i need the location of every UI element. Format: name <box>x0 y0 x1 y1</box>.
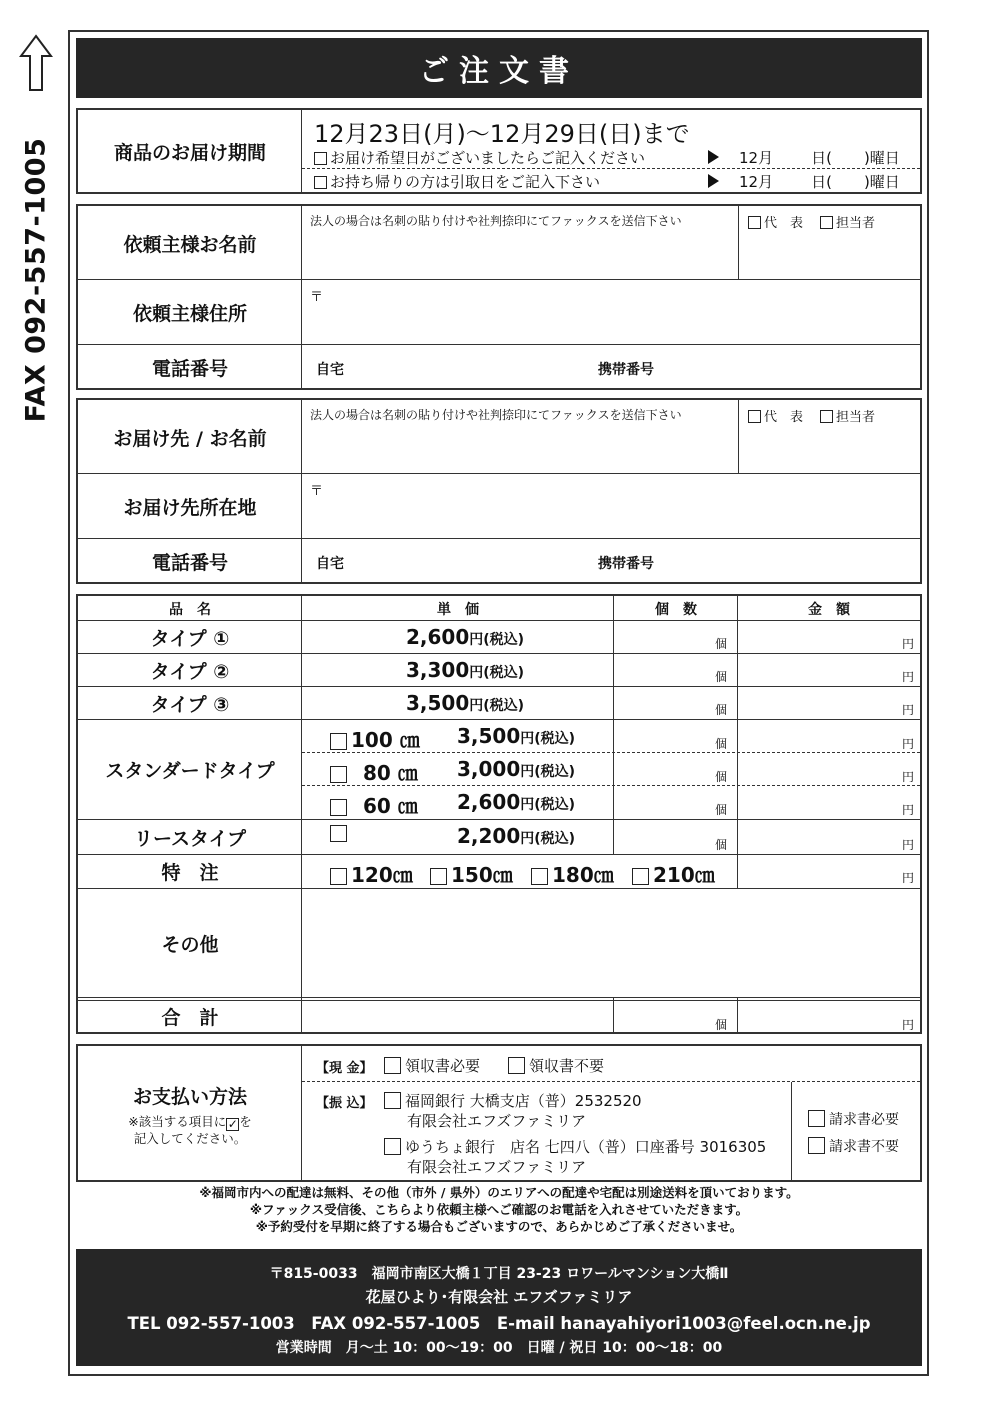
checkbox[interactable] <box>531 868 548 885</box>
checkbox[interactable] <box>314 152 327 165</box>
invoice-need-option[interactable]: 請求書必要 <box>808 1109 899 1129</box>
amount-type-2[interactable]: 円 <box>902 670 915 684</box>
pickup-date-option[interactable]: お持ち帰りの方は引取日をご記入下さい <box>314 171 600 192</box>
side-fax-strip <box>0 30 70 423</box>
lease-option[interactable] <box>330 824 351 843</box>
header-unit-price: 単 価 <box>437 602 479 618</box>
payment-section <box>76 1044 922 1182</box>
total-amount[interactable]: 円 <box>902 1018 915 1032</box>
cash-label: 【現 金】 <box>316 1061 373 1076</box>
checkbox[interactable] <box>430 868 447 885</box>
arrow-right-icon <box>708 174 719 188</box>
special-size-120[interactable]: 120㎝ <box>330 859 413 888</box>
recipient-home-phone[interactable]: 自宅 <box>316 556 344 572</box>
receipt-no-option[interactable]: 領収書不要 <box>508 1055 604 1076</box>
recipient-address-label: お届け先所在地 <box>123 496 257 519</box>
header-item-name: 品 名 <box>169 602 211 618</box>
delivery-date-field[interactable]: 12月 日( )曜日 <box>708 147 900 168</box>
recipient-phone-label: 電話番号 <box>151 551 228 574</box>
checkbox[interactable] <box>508 1057 525 1074</box>
checkbox[interactable] <box>384 1057 401 1074</box>
notes <box>76 1184 922 1235</box>
header-amount: 金 額 <box>808 602 850 618</box>
price-type-3: 3,500円(税込) <box>406 691 525 715</box>
footer-contact: TEL 092-557-1003 FAX 092-557-1005 E-mail hanayahiyori1003@feel.ocn.ne.jp <box>127 1314 871 1333</box>
requester-phone-label: 電話番号 <box>151 357 228 380</box>
footer <box>76 1249 922 1366</box>
qty-standard-60[interactable]: 個 <box>715 803 728 817</box>
check-icon: ✓ <box>227 1117 238 1131</box>
item-other: その他 <box>161 934 219 956</box>
recipient-rep-option[interactable]: 代 表 <box>748 406 803 425</box>
requester-section <box>76 204 922 390</box>
checkbox[interactable] <box>820 216 833 229</box>
amount-lease[interactable]: 円 <box>902 838 915 852</box>
qty-lease[interactable]: 個 <box>715 838 728 852</box>
item-type-1: タイプ ① <box>150 627 230 650</box>
arrow-right-icon <box>708 150 719 164</box>
amount-standard-60[interactable]: 円 <box>902 803 915 817</box>
recipient-person-option[interactable]: 担当者 <box>820 406 875 425</box>
checkbox[interactable] <box>748 216 761 229</box>
header-quantity: 個 数 <box>655 602 697 618</box>
special-size-150[interactable]: 150㎝ <box>430 859 513 888</box>
price-standard-60: 2,600円(税込) <box>457 790 576 814</box>
side-fax-number: FAX 092-557-1005 <box>20 137 52 423</box>
recipient-section <box>76 398 922 584</box>
standard-option-80[interactable]: 80 ㎝ <box>330 757 418 786</box>
payment-note-1: ※該当する項目に✓を <box>128 1114 252 1131</box>
requester-name-label: 依頼主様お名前 <box>123 233 257 256</box>
bank-option-2[interactable]: ゆうちょ銀行 店名 七四八（普）口座番号 3016305 <box>384 1136 766 1157</box>
checkbox[interactable] <box>314 176 327 189</box>
note-3: ※予約受付を早期に終了する場合もございますので、あらかじめご了承くださいませ。 <box>255 1219 743 1234</box>
item-type-3: タイプ ③ <box>150 693 230 716</box>
special-size-210[interactable]: 210㎝ <box>632 859 715 888</box>
checkbox[interactable] <box>330 733 347 750</box>
item-type-2: タイプ ② <box>150 660 230 683</box>
price-standard-80: 3,000円(税込) <box>457 757 576 781</box>
requester-postal[interactable]: 〒 <box>310 290 324 305</box>
receipt-need-option[interactable]: 領収書必要 <box>384 1055 480 1076</box>
amount-type-1[interactable]: 円 <box>902 637 915 651</box>
up-arrow-icon <box>19 34 53 92</box>
checkbox[interactable] <box>808 1137 825 1154</box>
item-lease: リースタイプ <box>133 827 247 850</box>
item-standard: スタンダードタイプ <box>105 760 275 782</box>
note-2: ※ファックス受信後、こちらより依頼主様へご確認のお電話を入れさせていただきます。 <box>249 1202 749 1217</box>
checkbox[interactable] <box>820 410 833 423</box>
amount-special[interactable]: 円 <box>902 871 915 885</box>
qty-type-2[interactable]: 個 <box>715 670 728 684</box>
recipient-name-label: お届け先 / お名前 <box>113 427 267 450</box>
qty-standard-80[interactable]: 個 <box>715 770 728 784</box>
invoice-no-option[interactable]: 請求書不要 <box>808 1136 899 1156</box>
order-table <box>76 594 922 1034</box>
note-1: ※福岡市内への配達は無料、その他（市外 / 県外）のエリアへの配達や宅配は別途送料を頂いております。 <box>199 1185 799 1200</box>
requester-name-note: 法人の場合は名刺の貼り付けや社判捺印にてファックスを送信下さい <box>310 214 682 228</box>
payment-note-2: 記入してください。 <box>133 1131 247 1146</box>
checkbox[interactable] <box>748 410 761 423</box>
checkbox[interactable] <box>330 799 347 816</box>
transfer-label: 【振 込】 <box>316 1096 373 1111</box>
recipient-postal[interactable]: 〒 <box>310 484 324 499</box>
requester-rep-option[interactable]: 代 表 <box>748 212 803 231</box>
delivery-date-option[interactable]: お届け希望日がございましたらご記入ください <box>314 147 645 168</box>
footer-address: 〒815-0033 福岡市南区大橋１丁目 23-23 ロワールマンション大橋Ⅱ <box>269 1266 729 1282</box>
amount-standard-100[interactable]: 円 <box>902 737 915 751</box>
standard-option-60[interactable]: 60 ㎝ <box>330 790 418 819</box>
recipient-mobile-phone[interactable]: 携帯番号 <box>598 556 654 572</box>
checkbox[interactable] <box>808 1110 825 1127</box>
bank-option-1[interactable]: 福岡銀行 大橋支店（普）2532520 <box>384 1090 642 1111</box>
price-type-1: 2,600円(税込) <box>406 625 525 649</box>
checkbox[interactable] <box>632 868 649 885</box>
bank-company-2: 有限会社エフズファミリア <box>407 1158 587 1176</box>
checkbox[interactable] <box>384 1092 401 1109</box>
amount-type-3[interactable]: 円 <box>902 703 915 717</box>
payment-label: お支払い方法 <box>132 1086 247 1108</box>
delivery-period-label: 商品のお届け期間 <box>113 141 266 164</box>
qty-standard-100[interactable]: 個 <box>715 737 728 751</box>
delivery-period-section <box>76 108 922 194</box>
requester-address-label: 依頼主様住所 <box>132 302 247 325</box>
qty-type-3[interactable]: 個 <box>715 703 728 717</box>
special-size-180[interactable]: 180㎝ <box>531 859 614 888</box>
price-standard-100: 3,500円(税込) <box>457 724 576 748</box>
footer-company: 花屋ひより･有限会社 エフズファミリア <box>365 1288 633 1306</box>
item-special-order: 特 注 <box>161 862 219 884</box>
standard-option-100[interactable]: 100 ㎝ <box>330 724 420 753</box>
checkbox[interactable] <box>330 868 347 885</box>
checkbox[interactable] <box>330 825 347 842</box>
requester-home-phone[interactable]: 自宅 <box>316 362 344 378</box>
price-lease: 2,200円(税込) <box>457 824 576 848</box>
recipient-name-note: 法人の場合は名刺の貼り付けや社判捺印にてファックスを送信下さい <box>310 408 682 422</box>
checkbox[interactable] <box>384 1138 401 1155</box>
checkbox[interactable] <box>330 766 347 783</box>
page-title: ご注文書 <box>76 38 922 98</box>
pickup-date-field[interactable]: 12月 日( )曜日 <box>708 171 900 192</box>
delivery-period-text: 12月23日(月)〜12月29日(日)まで <box>314 120 690 148</box>
price-type-2: 3,300円(税込) <box>406 658 525 682</box>
requester-mobile-phone[interactable]: 携帯番号 <box>598 362 654 378</box>
amount-standard-80[interactable]: 円 <box>902 770 915 784</box>
requester-person-option[interactable]: 担当者 <box>820 212 875 231</box>
total-label: 合 計 <box>161 1006 219 1029</box>
bank-company-1: 有限会社エフズファミリア <box>407 1112 587 1130</box>
footer-hours: 営業時間 月〜土 10：00〜19：00 日曜 / 祝日 10：00〜18：00 <box>275 1340 723 1356</box>
qty-type-1[interactable]: 個 <box>715 637 728 651</box>
total-quantity[interactable]: 個 <box>715 1018 728 1032</box>
